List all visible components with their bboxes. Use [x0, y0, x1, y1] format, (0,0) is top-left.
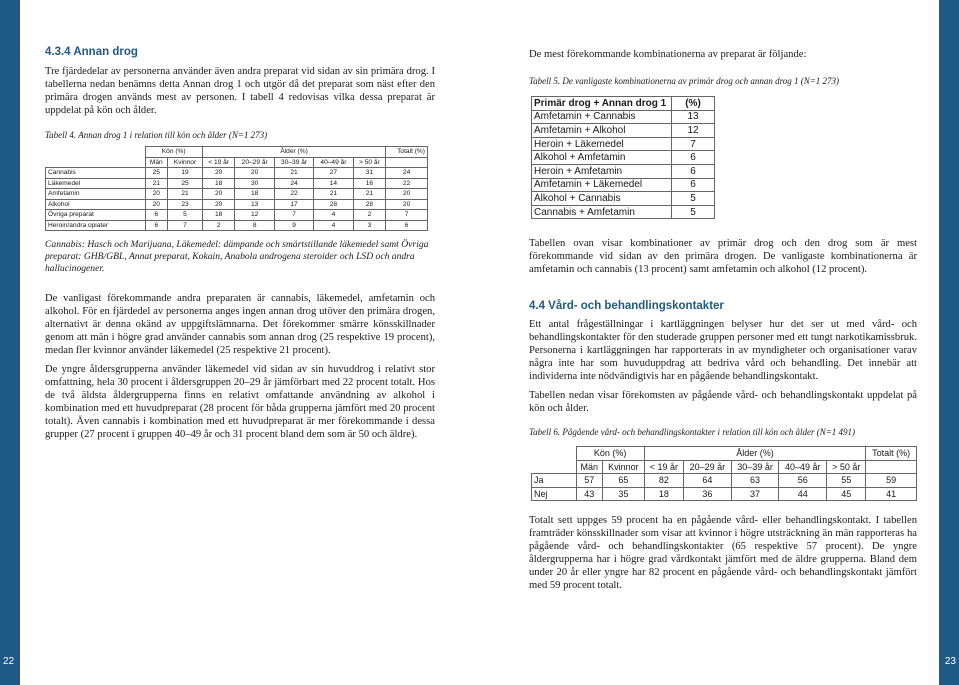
table4-cell: 17 — [274, 199, 313, 210]
table4-cell: 20 — [145, 199, 168, 210]
table5-row-label: Alkohol + Cannabis — [532, 192, 672, 206]
table4-corner — [46, 147, 146, 158]
table5-row — [532, 110, 715, 124]
table4-cell: 22 — [274, 189, 313, 200]
table6-cell: 82 — [644, 474, 683, 488]
table4-cell: 21 — [274, 168, 313, 179]
table4-cell: 20 — [235, 168, 274, 179]
table4-cell: 21 — [168, 189, 203, 200]
table5-row — [532, 137, 715, 151]
table5-cell: 12 — [672, 124, 715, 138]
table6-cell: 36 — [683, 487, 731, 501]
table6-cell: 41 — [866, 487, 917, 501]
table5-cell: 6 — [672, 151, 715, 165]
table5-caption: Tabell 5. De vanligaste kombinationerna av primär drog och annan drog 1 (N=1 273) — [529, 76, 840, 86]
table6-group-header: Ålder (%) — [644, 447, 866, 461]
table4-row-label: Cannabis — [46, 168, 146, 179]
table4 — [45, 146, 428, 231]
table4-cell: 21 — [314, 189, 353, 200]
table6-row — [532, 487, 917, 501]
table4-cell: 3 — [353, 220, 386, 231]
table4-corner — [46, 157, 146, 168]
paragraph-totals: Totalt sett uppges 59 procent ha en pågående vård- eller behandlingskontakt. I tabellen framträder könsskillnader som visar att kvinnor i högre utsträckning än män rapporteras ha pågående vård- och behandlingskontakter (65 respektive 57 procent). De yngre åldergrupperna har i högre grad vårdkontakt jämfört med de äldre grupperna. Bland dem under 20 år eller yngre har 82 procent en pågående vård- och behandlingskontakt jämfört med 59 procent totalt. — [529, 515, 917, 591]
table6-subheader: < 19 år — [644, 460, 683, 474]
table4-caption: Tabell 4. Annan drog 1 i relation till kön och ålder (N=1 273) — [45, 130, 268, 140]
page-number-right: 23 — [944, 656, 956, 667]
table6-corner — [532, 460, 577, 474]
table4-row-label: Heroin/andra opiater — [46, 220, 146, 231]
table5-row — [532, 178, 715, 192]
table4-cell: 18 — [235, 189, 274, 200]
table5-cell: 6 — [672, 164, 715, 178]
table5-row-label: Alkohol + Amfetamin — [532, 151, 672, 165]
table4-cell: 7 — [168, 220, 203, 231]
table4-row — [46, 168, 428, 179]
table4-cell: 14 — [314, 178, 353, 189]
table4-subheader: Kvinnor — [168, 157, 203, 168]
table4-cell: 2 — [202, 220, 235, 231]
table6-group-header: Kön (%) — [576, 447, 644, 461]
table4-subheader: 30–39 år — [274, 157, 313, 168]
paragraph-table6-intro: Tabellen nedan visar förekomsten av pågående vård- och behandlingskontakt uppdelat på kön och ålder. — [529, 390, 917, 414]
table5-row — [532, 192, 715, 206]
table6-subheader: > 50 år — [827, 460, 866, 474]
table5-row — [532, 205, 715, 219]
table4-cell: 2 — [353, 210, 386, 221]
table5-cell: 7 — [672, 137, 715, 151]
table4-row — [46, 199, 428, 210]
table6-subheader: Män — [576, 460, 603, 474]
table4-cell: 16 — [353, 178, 386, 189]
table4-subheader-empty — [386, 157, 428, 168]
table5-row-label: Amfetamin + Alkohol — [532, 124, 672, 138]
table6-cell: 59 — [866, 474, 917, 488]
table5-row-label: Heroin + Amfetamin — [532, 164, 672, 178]
table6-cell: 37 — [731, 487, 779, 501]
table4-cell: 25 — [168, 178, 203, 189]
intro-paragraph: Tre fjärdedelar av personerna använder även andra preparat vid sidan av sin primära drog. I tabellerna nedan benämns detta Annan drog 1 och utgör då det preparat som näst efter den primära drogen används mest av personen. I tabell 4 redovisas vilka dessa preparat är uppdelat på kön och ålder. — [45, 66, 435, 116]
table6-row-label: Ja — [532, 474, 577, 488]
table6-subheader: Kvinnor — [603, 460, 645, 474]
paragraph-combos: Tabellen ovan visar kombinationer av primär drog och den drog som är mest förekommande vid sidan av den primära drogen. De vanligaste kombinationerna är amfetamin och cannabis (13 procent) samt amfetamin och alkohol (12 procent). — [529, 238, 917, 275]
table5-row-label: Cannabis + Amfetamin — [532, 205, 672, 219]
table4-cell: 24 — [386, 168, 428, 179]
table4-cell: 13 — [235, 199, 274, 210]
page-number-left: 22 — [3, 656, 15, 667]
table5-row — [532, 164, 715, 178]
table6-caption: Tabell 6. Pågående vård- och behandlingskontakter i relation till kön och ålder (N=1 491) — [529, 427, 856, 437]
table4-cell: 30 — [235, 178, 274, 189]
table4-subheader: < 19 år — [202, 157, 235, 168]
paragraph-2: De yngre åldersgrupperna använder läkemedel vid sidan av sin huvuddrog i relativt stor omfattning, hela 30 procent i åldersgruppen 20–29 år jämförbart med 22 procent totalt. Hos de två äldsta åldergrupperna finns en relativt omfattande användning av alkohol i kombination med ett huvudpreparat (28 procent för båda grupperna jämfört med 20 procent totalt). Även cannabis i kombination med ett huvudpreparat är mer förekommande i dessa grupper (27 procent i gruppen 40–49 år och 31 procent bland dem som är 50 och äldre). — [45, 364, 435, 440]
table4-cell: 4 — [314, 220, 353, 231]
table6-cell: 64 — [683, 474, 731, 488]
table4-cell: 19 — [168, 168, 203, 179]
table4-cell: 31 — [353, 168, 386, 179]
table4-cell: 7 — [386, 210, 428, 221]
table4-cell: 28 — [314, 199, 353, 210]
table5-header: Primär drog + Annan drog 1 — [532, 97, 672, 111]
table5-row-label: Amfetamin + Cannabis — [532, 110, 672, 124]
table4-subheader: 20–29 år — [235, 157, 274, 168]
table5-row-label: Heroin + Läkemedel — [532, 137, 672, 151]
section-heading-4-3-4: 4.3.4 Annan drog — [45, 46, 138, 58]
table5-cell: 5 — [672, 192, 715, 206]
table6-cell: 65 — [603, 474, 645, 488]
table4-cell: 20 — [202, 168, 235, 179]
table4-row — [46, 178, 428, 189]
combos-intro: De mest förekommande kombinationerna av preparat är följande: — [529, 49, 807, 60]
table4-cell: 23 — [168, 199, 203, 210]
table4-row-label: Övriga preparat — [46, 210, 146, 221]
table4-cell: 5 — [168, 210, 203, 221]
table4-subheader: 40–49 år — [314, 157, 353, 168]
table4-cell: 8 — [235, 220, 274, 231]
table4-subheader: > 50 år — [353, 157, 386, 168]
table6-cell: 63 — [731, 474, 779, 488]
table6-subheader: 30–39 år — [731, 460, 779, 474]
table4-cell: 18 — [202, 178, 235, 189]
table4-group-header: Kön (%) — [145, 147, 202, 158]
table4-row — [46, 220, 428, 231]
table4-row-label: Läkemedel — [46, 178, 146, 189]
table6-cell: 55 — [827, 474, 866, 488]
table6-cell: 18 — [644, 487, 683, 501]
table4-cell: 9 — [274, 220, 313, 231]
table5 — [531, 96, 715, 219]
table5-row — [532, 151, 715, 165]
table6-row — [532, 474, 917, 488]
table4-cell: 20 — [386, 189, 428, 200]
table5-cell: 6 — [672, 178, 715, 192]
table4-group-header: Totalt (%) — [386, 147, 428, 158]
table5-header: (%) — [672, 97, 715, 111]
table6-cell: 45 — [827, 487, 866, 501]
right-margin-bar — [939, 0, 959, 685]
table5-row — [532, 124, 715, 138]
table5-cell: 5 — [672, 205, 715, 219]
table6-corner — [532, 447, 577, 461]
table4-cell: 20 — [145, 189, 168, 200]
table4-subheader: Män — [145, 157, 168, 168]
paragraph-1: De vanligast förekommande andra preparaten är cannabis, läkemedel, amfetamin och alkohol. För en fjärdedel av personerna anges ingen annan drog utöver den primära drogen, alternativt är denna okänd av uppgiftslämnarna. Det förekommer smärre könsskillnader genom att män i högre grad använder cannabis som annan drog (25 respektive 19 procent), medan fler kvinnor använder läkemedel (25 respektive 21 procent). — [45, 293, 435, 356]
table4-note: Cannabis: Hasch och Marijuana, Läkemedel: dämpande och smärtstillande läkemedel samt Övriga preparat: GHB/GBL, Annat preparat, Kokain, Anabola androgena steroider och LSD och andra hallucinogener. — [45, 239, 429, 274]
left-margin-bar — [0, 0, 20, 685]
table4-row — [46, 189, 428, 200]
table4-group-header: Ålder (%) — [202, 147, 385, 158]
table6-subheader: 40–49 år — [779, 460, 827, 474]
table4-cell: 20 — [386, 199, 428, 210]
table4-cell: 25 — [145, 168, 168, 179]
table6-cell: 35 — [603, 487, 645, 501]
table4-cell: 21 — [353, 189, 386, 200]
table6-cell: 44 — [779, 487, 827, 501]
table4-cell: 27 — [314, 168, 353, 179]
table4-cell: 12 — [235, 210, 274, 221]
table4-cell: 20 — [202, 189, 235, 200]
table4-cell: 6 — [145, 220, 168, 231]
paragraph-care: Ett antal frågeställningar i kartläggningen belyser hur det ser ut med vård- och behandlingskontakter för den studerade gruppen personer med ett tungt narkotikamissbruk. Personerna i kartläggningen har rapporterats in av myndigheter och organisationer varav några inte har som huvuduppdrag att bedriva vård och behandling. Det innebär att individerna inte nödvändigtvis har en pågående behandlingskontakt. — [529, 319, 917, 382]
table4-row-label: Amfetamin — [46, 189, 146, 200]
table4-cell: 20 — [202, 199, 235, 210]
table4-cell: 7 — [274, 210, 313, 221]
table4-row-label: Alkohol — [46, 199, 146, 210]
table6-subheader-empty — [866, 460, 917, 474]
table6 — [531, 446, 917, 501]
table4-cell: 22 — [386, 178, 428, 189]
table4-cell: 6 — [145, 210, 168, 221]
table6-cell: 57 — [576, 474, 603, 488]
table4-row — [46, 210, 428, 221]
table4-cell: 18 — [202, 210, 235, 221]
table4-cell: 28 — [353, 199, 386, 210]
table4-cell: 21 — [145, 178, 168, 189]
table6-cell: 56 — [779, 474, 827, 488]
table5-row-label: Amfetamin + Läkemedel — [532, 178, 672, 192]
table6-row-label: Nej — [532, 487, 577, 501]
table5-cell: 13 — [672, 110, 715, 124]
table4-cell: 6 — [386, 220, 428, 231]
section-heading-4-4: 4.4 Vård- och behandlingskontakter — [529, 300, 724, 312]
table6-cell: 43 — [576, 487, 603, 501]
table6-group-header: Totalt (%) — [866, 447, 917, 461]
table6-subheader: 20–29 år — [683, 460, 731, 474]
table4-cell: 4 — [314, 210, 353, 221]
table4-cell: 24 — [274, 178, 313, 189]
